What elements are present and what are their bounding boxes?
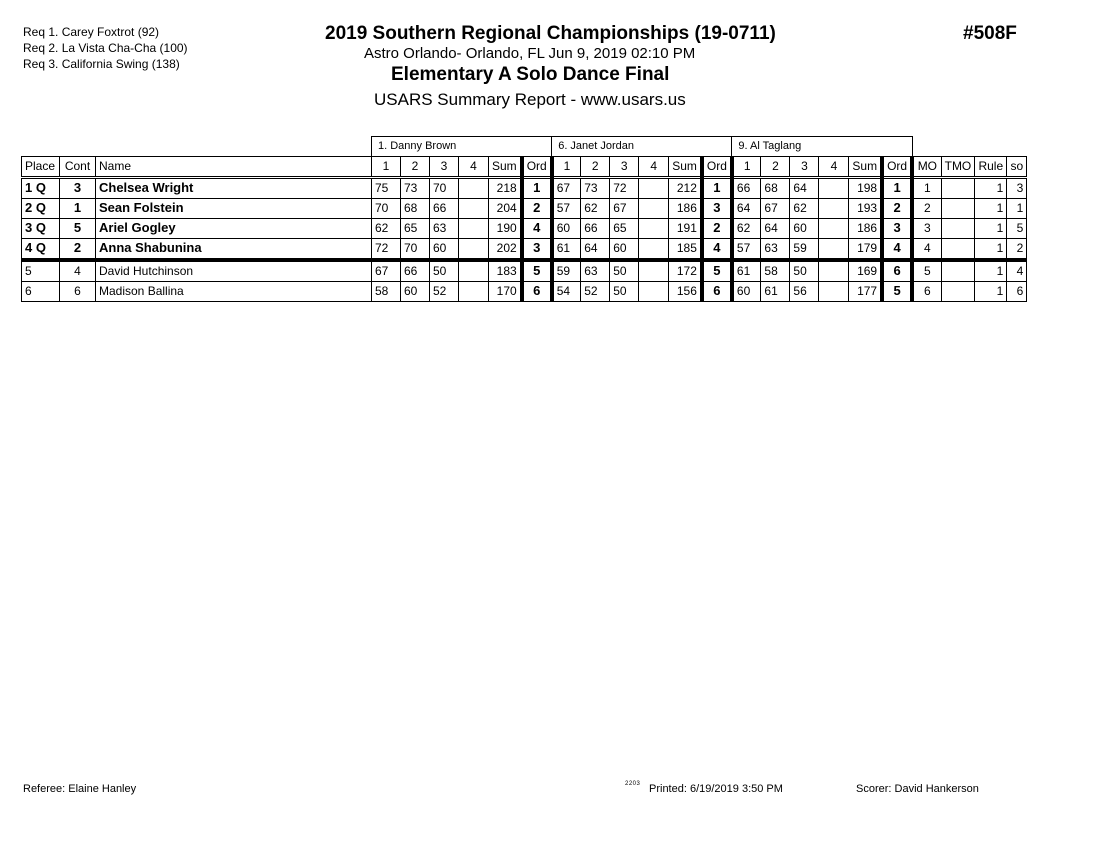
place-cell: 5 — [22, 260, 60, 282]
skater-name-cell: Ariel Gogley — [96, 218, 372, 238]
skating-order-cell: 3 — [1007, 177, 1027, 198]
competition-title: 2019 Southern Regional Championships (19-0711) — [325, 23, 776, 44]
judge-1-score-2-cell: 70 — [401, 238, 430, 260]
judge-2-score-4-cell — [639, 218, 669, 238]
judge-3-score-4-cell — [819, 177, 849, 198]
col-j1-s4: 4 — [459, 156, 489, 177]
column-header-row — [22, 156, 1027, 177]
skater-name-cell: David Hutchinson — [96, 260, 372, 282]
judge-3-ordinal-cell: 4 — [882, 238, 912, 260]
rule-cell: 1 — [975, 238, 1007, 260]
rule-cell: 1 — [975, 177, 1007, 198]
judge-1-name: 1. Danny Brown — [372, 137, 552, 157]
judge-2-sum-cell: 191 — [669, 218, 702, 238]
judge-2-score-3-cell: 50 — [610, 260, 639, 282]
col-j3-sum: Sum — [849, 156, 882, 177]
judge-3-score-4-cell — [819, 238, 849, 260]
judge-3-score-4-cell — [819, 198, 849, 218]
judge-1-score-1-cell: 67 — [372, 260, 401, 282]
col-j1-sum: Sum — [489, 156, 522, 177]
table-row — [22, 218, 1027, 238]
judge-1-score-1-cell: 75 — [372, 177, 401, 198]
judge-2-score-2-cell: 52 — [581, 281, 610, 301]
skating-order-cell: 6 — [1007, 281, 1027, 301]
report-code: 2203 — [625, 781, 641, 787]
results-table — [21, 136, 1027, 302]
judge-2-score-3-cell: 65 — [610, 218, 639, 238]
judge-3-ordinal-cell: 3 — [882, 218, 912, 238]
judge-3-score-1-cell: 64 — [732, 198, 761, 218]
judge-1-ordinal-cell: 2 — [522, 198, 552, 218]
requirement-2: Req 2. La Vista Cha-Cha (100) — [23, 41, 188, 55]
judge-3-sum-cell: 198 — [849, 177, 882, 198]
judge-1-score-2-cell: 68 — [401, 198, 430, 218]
col-j3-s3: 3 — [790, 156, 819, 177]
judge-3-sum-cell: 179 — [849, 238, 882, 260]
col-j2-ord: Ord — [702, 156, 732, 177]
col-tmo: TMO — [941, 156, 975, 177]
contestant-number-cell: 3 — [60, 177, 96, 198]
judge-1-score-4-cell — [459, 177, 489, 198]
judge-1-score-1-cell: 70 — [372, 198, 401, 218]
event-title: Elementary A Solo Dance Final — [391, 64, 670, 85]
place-cell: 1 Q — [22, 177, 60, 198]
contestant-number-cell: 5 — [60, 218, 96, 238]
judge-2-score-4-cell — [639, 281, 669, 301]
contestant-number-cell: 2 — [60, 238, 96, 260]
col-j3-ord: Ord — [882, 156, 912, 177]
tmo-cell — [941, 281, 975, 301]
judge-1-score-3-cell: 66 — [430, 198, 459, 218]
judge-2-score-4-cell — [639, 238, 669, 260]
judge-3-sum-cell: 186 — [849, 218, 882, 238]
rule-cell: 1 — [975, 281, 1007, 301]
judge-3-score-2-cell: 63 — [761, 238, 790, 260]
judge-2-sum-cell: 172 — [669, 260, 702, 282]
judge-2-sum-cell: 185 — [669, 238, 702, 260]
judge-1-ordinal-cell: 1 — [522, 177, 552, 198]
judge-2-score-2-cell: 62 — [581, 198, 610, 218]
skating-order-cell: 5 — [1007, 218, 1027, 238]
judge-1-score-4-cell — [459, 238, 489, 260]
judge-3-score-1-cell: 62 — [732, 218, 761, 238]
contestant-number-cell: 4 — [60, 260, 96, 282]
judge-1-sum-cell: 170 — [489, 281, 522, 301]
tmo-cell — [941, 238, 975, 260]
table-row — [22, 281, 1027, 301]
majority-ordinal-cell: 5 — [912, 260, 941, 282]
table-row — [22, 198, 1027, 218]
judge-1-score-4-cell — [459, 260, 489, 282]
col-j1-ord: Ord — [522, 156, 552, 177]
judge-2-score-1-cell: 60 — [552, 218, 581, 238]
col-j2-s2: 2 — [581, 156, 610, 177]
report-subtitle: USARS Summary Report - www.usars.us — [374, 90, 686, 109]
skater-name-cell: Chelsea Wright — [96, 177, 372, 198]
judge-1-ordinal-cell: 3 — [522, 238, 552, 260]
venue-date: Astro Orlando- Orlando, FL Jun 9, 2019 02:10 PM — [364, 45, 696, 62]
judge-2-score-3-cell: 67 — [610, 198, 639, 218]
judge-2-name: 6. Janet Jordan — [552, 137, 732, 157]
judge-2-ordinal-cell: 3 — [702, 198, 732, 218]
judge-3-ordinal-cell: 1 — [882, 177, 912, 198]
col-j2-s1: 1 — [552, 156, 581, 177]
judge-1-score-4-cell — [459, 198, 489, 218]
judge-1-score-4-cell — [459, 281, 489, 301]
judge-3-score-4-cell — [819, 281, 849, 301]
place-cell: 6 — [22, 281, 60, 301]
judge-3-score-2-cell: 58 — [761, 260, 790, 282]
judge-1-score-3-cell: 52 — [430, 281, 459, 301]
skater-name-cell: Madison Ballina — [96, 281, 372, 301]
tmo-cell — [941, 198, 975, 218]
judge-1-score-2-cell: 73 — [401, 177, 430, 198]
judge-2-score-4-cell — [639, 198, 669, 218]
tmo-cell — [941, 218, 975, 238]
tmo-cell — [941, 260, 975, 282]
tmo-cell — [941, 177, 975, 198]
majority-ordinal-cell: 3 — [912, 218, 941, 238]
judge-3-score-3-cell: 60 — [790, 218, 819, 238]
judge-2-score-1-cell: 61 — [552, 238, 581, 260]
skating-order-cell: 1 — [1007, 198, 1027, 218]
place-cell: 4 Q — [22, 238, 60, 260]
referee: Referee: Elaine Hanley — [23, 783, 137, 795]
majority-ordinal-cell: 2 — [912, 198, 941, 218]
contestant-number-cell: 1 — [60, 198, 96, 218]
col-mo: MO — [912, 156, 941, 177]
judge-2-ordinal-cell: 2 — [702, 218, 732, 238]
judge-2-score-1-cell: 54 — [552, 281, 581, 301]
judge-3-score-1-cell: 57 — [732, 238, 761, 260]
requirement-3: Req 3. California Swing (138) — [23, 57, 180, 71]
skater-name-cell: Anna Shabunina — [96, 238, 372, 260]
judge-3-score-2-cell: 61 — [761, 281, 790, 301]
skating-order-cell: 4 — [1007, 260, 1027, 282]
judge-1-score-4-cell — [459, 218, 489, 238]
judge-3-score-2-cell: 67 — [761, 198, 790, 218]
judge-1-sum-cell: 190 — [489, 218, 522, 238]
judge-2-score-4-cell — [639, 260, 669, 282]
judge-1-score-3-cell: 63 — [430, 218, 459, 238]
judge-2-score-2-cell: 63 — [581, 260, 610, 282]
judge-2-ordinal-cell: 4 — [702, 238, 732, 260]
scorer: Scorer: David Hankerson — [856, 783, 979, 795]
judge-2-ordinal-cell: 6 — [702, 281, 732, 301]
col-j2-s4: 4 — [639, 156, 669, 177]
judge-2-score-3-cell: 50 — [610, 281, 639, 301]
judge-3-score-4-cell — [819, 218, 849, 238]
judge-1-ordinal-cell: 4 — [522, 218, 552, 238]
judge-2-sum-cell: 186 — [669, 198, 702, 218]
rule-cell: 1 — [975, 198, 1007, 218]
col-j2-s3: 3 — [610, 156, 639, 177]
judge-3-ordinal-cell: 5 — [882, 281, 912, 301]
col-j1-s1: 1 — [372, 156, 401, 177]
judge-3-score-2-cell: 64 — [761, 218, 790, 238]
rule-cell: 1 — [975, 260, 1007, 282]
col-j3-s1: 1 — [732, 156, 761, 177]
judge-1-ordinal-cell: 6 — [522, 281, 552, 301]
col-rule: Rule — [975, 156, 1007, 177]
col-so: so — [1007, 156, 1027, 177]
judge-1-score-2-cell: 66 — [401, 260, 430, 282]
judge-2-score-2-cell: 66 — [581, 218, 610, 238]
col-j2-sum: Sum — [669, 156, 702, 177]
place-cell: 3 Q — [22, 218, 60, 238]
judge-1-sum-cell: 202 — [489, 238, 522, 260]
col-j1-s3: 3 — [430, 156, 459, 177]
judge-3-score-2-cell: 68 — [761, 177, 790, 198]
judge-2-score-4-cell — [639, 177, 669, 198]
judge-1-score-2-cell: 60 — [401, 281, 430, 301]
judge-3-score-4-cell — [819, 260, 849, 282]
printed-date: Printed: 6/19/2019 3:50 PM — [649, 783, 783, 795]
judge-3-score-3-cell: 56 — [790, 281, 819, 301]
table-row — [22, 177, 1027, 198]
judges-header-row — [22, 137, 1027, 157]
judge-2-score-2-cell: 73 — [581, 177, 610, 198]
judge-3-sum-cell: 193 — [849, 198, 882, 218]
judge-1-score-3-cell: 60 — [430, 238, 459, 260]
event-number: #508F — [963, 23, 1017, 44]
judge-2-score-2-cell: 64 — [581, 238, 610, 260]
judge-3-score-1-cell: 66 — [732, 177, 761, 198]
requirement-1: Req 1. Carey Foxtrot (92) — [23, 25, 160, 39]
col-j3-s4: 4 — [819, 156, 849, 177]
judge-2-score-3-cell: 60 — [610, 238, 639, 260]
judge-3-score-3-cell: 50 — [790, 260, 819, 282]
judge-2-sum-cell: 212 — [669, 177, 702, 198]
place-cell: 2 Q — [22, 198, 60, 218]
judge-1-sum-cell: 218 — [489, 177, 522, 198]
skating-order-cell: 2 — [1007, 238, 1027, 260]
judge-1-score-1-cell: 72 — [372, 238, 401, 260]
judge-3-score-1-cell: 60 — [732, 281, 761, 301]
judge-2-score-1-cell: 59 — [552, 260, 581, 282]
judge-1-score-1-cell: 62 — [372, 218, 401, 238]
judge-3-sum-cell: 177 — [849, 281, 882, 301]
contestant-number-cell: 6 — [60, 281, 96, 301]
judge-1-score-3-cell: 50 — [430, 260, 459, 282]
judge-1-score-2-cell: 65 — [401, 218, 430, 238]
majority-ordinal-cell: 6 — [912, 281, 941, 301]
judge-3-score-3-cell: 64 — [790, 177, 819, 198]
judge-2-score-3-cell: 72 — [610, 177, 639, 198]
col-cont: Cont — [60, 156, 96, 177]
judge-3-ordinal-cell: 2 — [882, 198, 912, 218]
judge-3-name: 9. Al Taglang — [732, 137, 912, 157]
col-name: Name — [96, 156, 372, 177]
judge-2-score-1-cell: 67 — [552, 177, 581, 198]
judge-3-score-3-cell: 59 — [790, 238, 819, 260]
judge-2-ordinal-cell: 1 — [702, 177, 732, 198]
judge-3-score-3-cell: 62 — [790, 198, 819, 218]
skater-name-cell: Sean Folstein — [96, 198, 372, 218]
judge-2-ordinal-cell: 5 — [702, 260, 732, 282]
judge-1-sum-cell: 183 — [489, 260, 522, 282]
judge-2-score-1-cell: 57 — [552, 198, 581, 218]
judge-3-score-1-cell: 61 — [732, 260, 761, 282]
judge-1-sum-cell: 204 — [489, 198, 522, 218]
majority-ordinal-cell: 4 — [912, 238, 941, 260]
judge-1-score-3-cell: 70 — [430, 177, 459, 198]
judge-1-score-1-cell: 58 — [372, 281, 401, 301]
col-j1-s2: 2 — [401, 156, 430, 177]
judge-3-sum-cell: 169 — [849, 260, 882, 282]
rule-cell: 1 — [975, 218, 1007, 238]
results-body — [22, 177, 1027, 301]
table-row — [22, 238, 1027, 260]
judge-1-ordinal-cell: 5 — [522, 260, 552, 282]
majority-ordinal-cell: 1 — [912, 177, 941, 198]
col-place: Place — [22, 156, 60, 177]
col-j3-s2: 2 — [761, 156, 790, 177]
table-row — [22, 260, 1027, 282]
judge-2-sum-cell: 156 — [669, 281, 702, 301]
judge-3-ordinal-cell: 6 — [882, 260, 912, 282]
